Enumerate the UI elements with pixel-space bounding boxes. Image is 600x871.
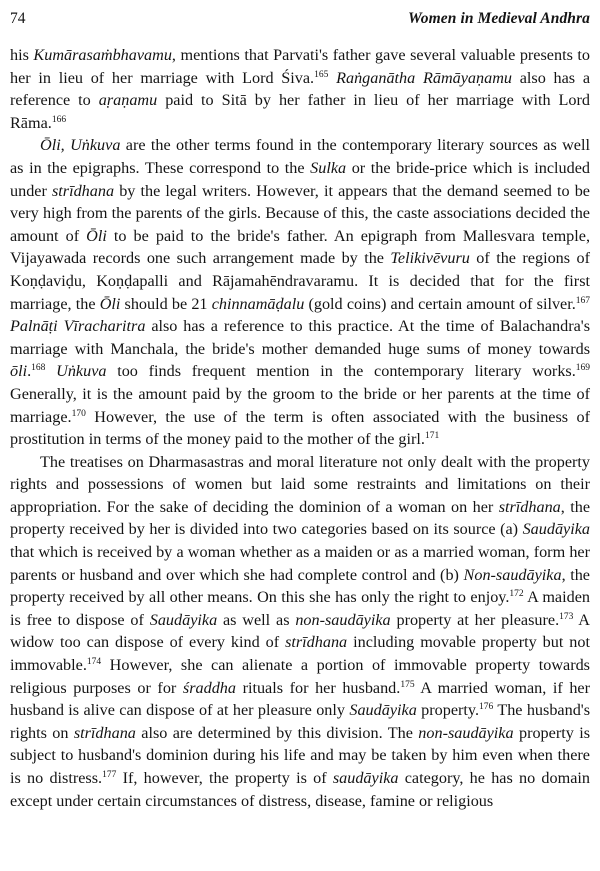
text-run: should be 21 — [120, 294, 212, 313]
text-run: However, the use of the term is often associated with the business of prostitution in terms of the money paid to the mother of the girl. — [10, 407, 590, 449]
text-run: , the property received by her is divided into two categories based on its source (a) — [10, 497, 591, 539]
italic-term: Saudāyika — [149, 610, 218, 629]
text-run: by the legal writers. However, it appears that the demand seemed to be very high from the parents of the girls. Because of this, the caste associations decided the amount of — [10, 181, 590, 245]
text-run: are the other terms found in the contemporary literary sources as well as in the epigraphs. These correspond to the — [10, 136, 590, 177]
text-run: also has a reference to this practice. At the time of Balachandra's marriage with Manchala, the bride's mother demanded huge sums of money towards — [10, 317, 591, 358]
italic-term: Ōli, Uṅkuva — [40, 136, 121, 155]
text-run: rituals for her husband. — [235, 678, 401, 697]
text-run: including movable property but not immovable. — [10, 633, 590, 675]
text-run: too finds frequent mention in the contemporary literary works. — [106, 362, 576, 381]
text-run: A maiden is free to dispose of — [10, 588, 590, 629]
italic-term: Saudāyika — [522, 520, 590, 539]
body-text — [10, 44, 590, 812]
paragraph — [10, 134, 590, 450]
italic-term: strīdhana — [51, 181, 115, 200]
italic-term: Palnāṭi Vīracharitra — [10, 317, 146, 336]
footnote-marker: 176 — [479, 702, 494, 713]
italic-term: śraddha — [182, 678, 236, 697]
italic-term: aṛaṇamu — [98, 91, 158, 110]
text-run: Generally, it is the amount paid by the groom to the bride or her parents at the time of marriage. — [10, 384, 590, 426]
text-run: , the property received by all other means. On this she has only the right to enjoy. — [10, 565, 590, 607]
text-run — [45, 362, 56, 380]
text-run: , mentions that Parvati's father gave several valuable presents to her in lieu of her marriage with Lord Śiva. — [10, 46, 590, 87]
text-run: category, he has no domain except under certain circumstances of distress, disease, famine or religious — [10, 769, 590, 810]
text-run: or the bride-price which is included under — [10, 158, 590, 200]
text-run — [328, 69, 336, 87]
italic-term: strīdhana — [285, 633, 348, 652]
text-run: The treatises on Dharmasastras and moral literature not only dealt with the property rights and possessions of women but laid some restraints and limitations on their appropriation. For the sake of deciding the dominion of a woman on her — [10, 452, 590, 516]
text-run: also are determined by this division. The — [135, 723, 419, 742]
italic-term: strīdhana — [498, 497, 561, 516]
footnote-marker: 177 — [102, 770, 117, 781]
italic-term: ōli — [10, 362, 28, 381]
footnote-marker: 175 — [400, 679, 415, 690]
text-run: property. — [416, 701, 479, 720]
italic-term: non-saudāyika — [295, 610, 391, 629]
italic-term: Kumārasaṁbhavamu — [33, 46, 172, 64]
paragraph — [10, 44, 590, 134]
footnote-marker: 166 — [51, 114, 67, 125]
text-run: . — [27, 362, 32, 381]
paragraph — [10, 451, 590, 813]
text-run: paid to Sitā by her father in lieu of her marriage with Lord Rāma. — [10, 91, 590, 132]
italic-term: non-saudāyika — [418, 723, 514, 742]
italic-term: Ōli — [86, 226, 107, 245]
footnote-marker: 167 — [575, 295, 591, 306]
text-run: his — [10, 46, 34, 64]
text-run: of the regions of Koṇḍaviḍu, Koṇḍapalli and Rājamahēndravaramu. It is decided that for the first marriage, the — [10, 249, 590, 313]
running-header — [10, 10, 590, 44]
text-run: property at her pleasure. — [390, 610, 560, 629]
text-run: property is subject to husband's dominion during his life and may be taken by him even when there is no distress. — [10, 723, 590, 787]
italic-term: chinnamāḍalu — [211, 294, 305, 313]
footnote-marker: 168 — [31, 363, 46, 374]
italic-term: Sulka — [310, 158, 347, 177]
italic-term: Non-saudāyika — [463, 565, 562, 584]
text-run: that which is received by a woman whether as a maiden or as a married woman, form her parents or husband and over which she had complete control and (b) — [10, 543, 590, 584]
text-run: However, she can alienate a portion of immovable property towards religious purposes or for — [10, 656, 590, 697]
footnote-marker: 172 — [509, 589, 524, 600]
italic-term: Telikivēvuru — [390, 249, 470, 268]
text-run: also has a reference to — [10, 68, 591, 110]
text-run: as well as — [217, 610, 296, 629]
italic-term: Ōli — [99, 294, 121, 313]
text-run: to be paid to the bride's father. An epigraph from Mallesvara temple, Vijayawada records one such arrangement made by the — [10, 226, 590, 268]
page-number: 74 — [10, 10, 26, 27]
text-run: The husband's rights on — [10, 701, 591, 742]
italic-term: strīdhana — [73, 723, 136, 742]
text-run: A married woman, if her husband is alive can dispose of at her pleasure only — [10, 678, 590, 720]
italic-term: Uṅkuva — [56, 362, 107, 381]
footnote-marker: 169 — [575, 363, 591, 374]
text-run: (gold coins) and certain amount of silver. — [304, 294, 576, 313]
running-title: Women in Medieval Andhra — [408, 10, 590, 27]
text-run: If, however, the property is of — [116, 769, 333, 787]
footnote-marker: 174 — [86, 657, 102, 668]
text-run: A widow too can dispose of every kind of — [10, 610, 590, 652]
footnote-marker: 173 — [559, 611, 574, 622]
italic-term: saudāyika — [332, 769, 399, 787]
italic-term: Saudāyika — [349, 701, 417, 720]
footnote-marker: 170 — [71, 408, 86, 419]
italic-term: Raṅganātha Rāmāyaṇamu — [336, 68, 512, 87]
footnote-marker: 165 — [314, 69, 329, 80]
footnote-marker: 171 — [424, 431, 440, 442]
